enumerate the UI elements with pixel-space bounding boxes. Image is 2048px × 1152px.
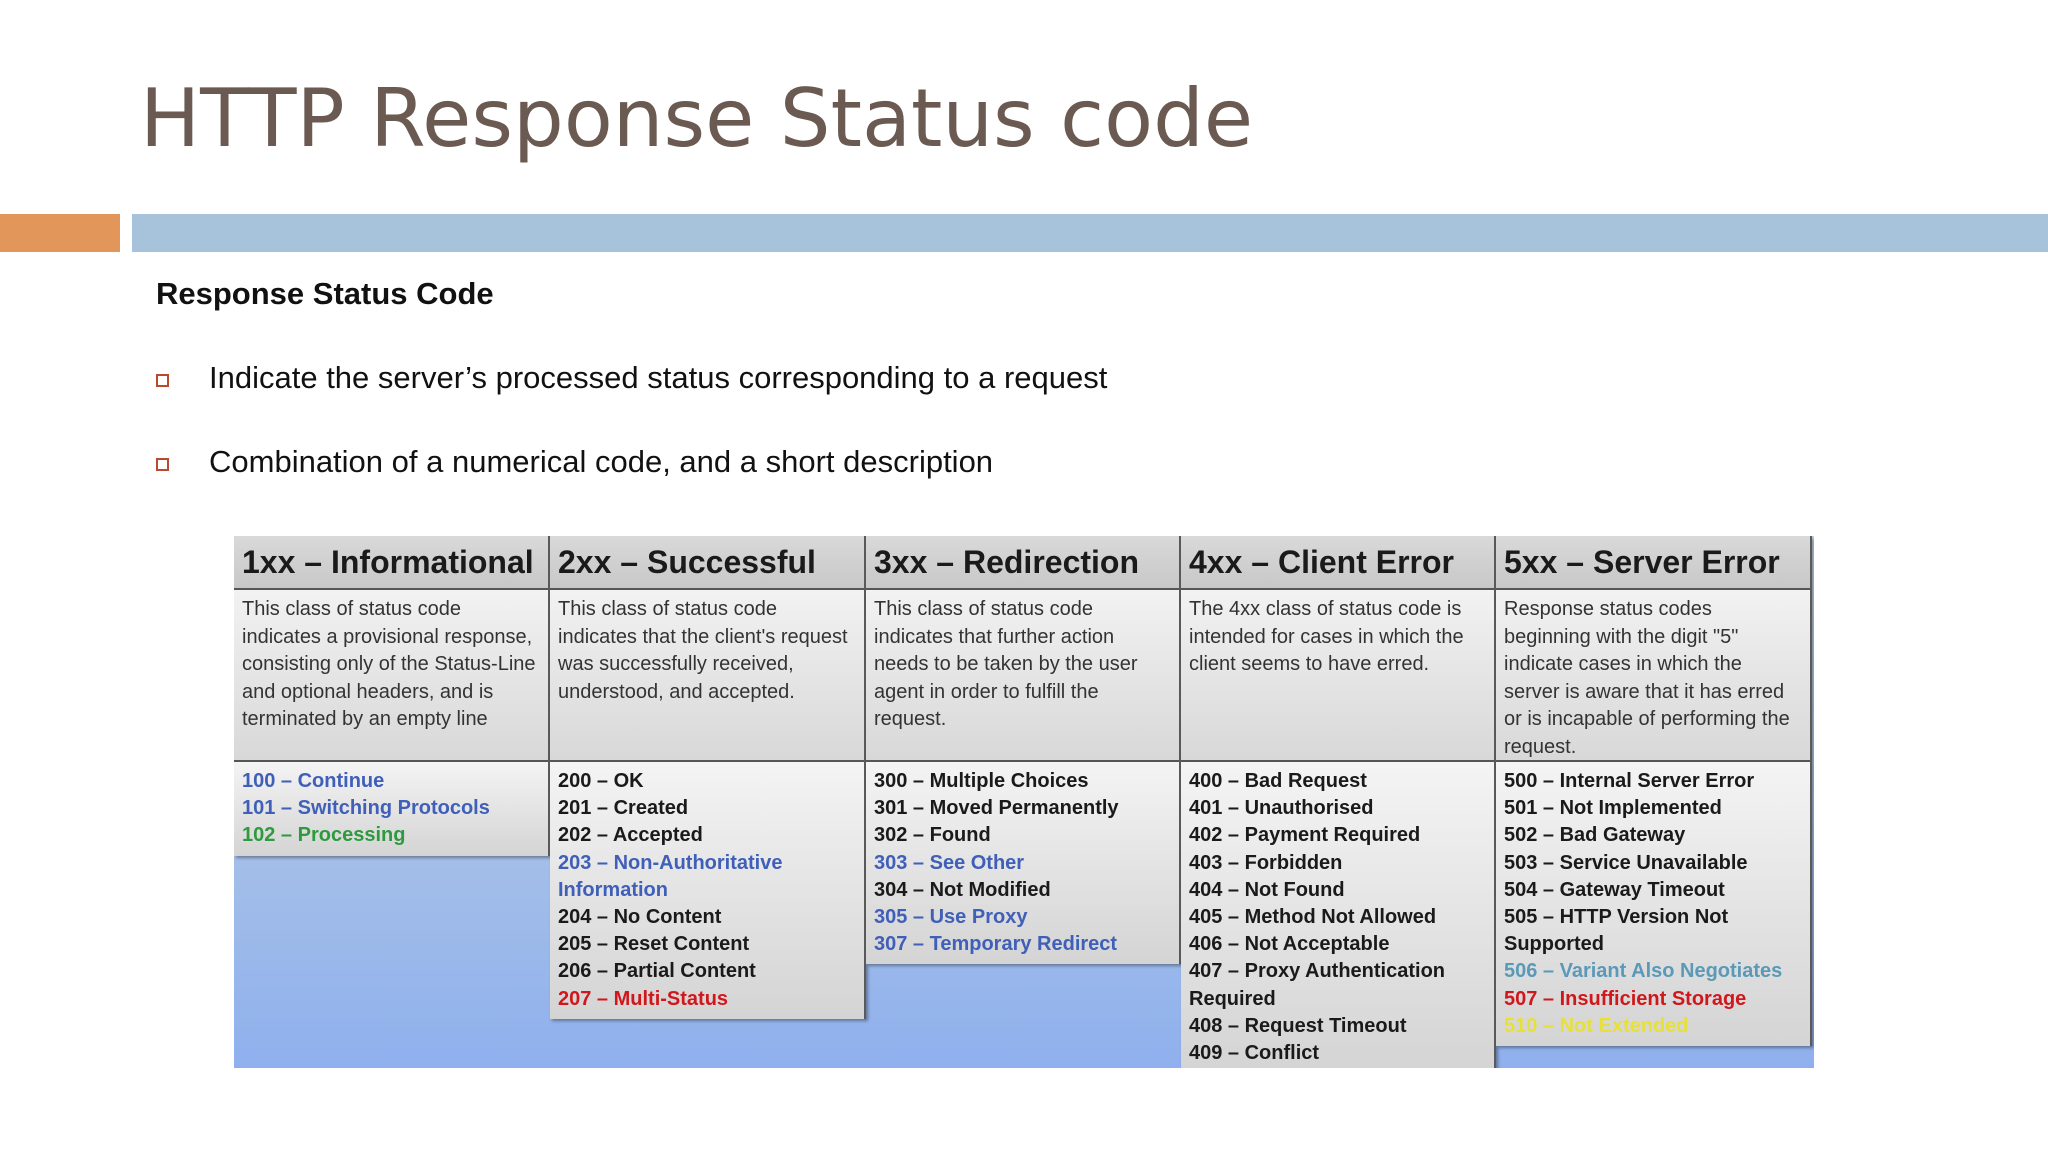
status-code-item: 100 – Continue	[242, 770, 385, 792]
status-code-item: 102 – Processing	[242, 824, 406, 847]
slide-title: HTTP Response Status code	[140, 72, 1254, 165]
status-code-item: 204 – No Content	[558, 906, 722, 929]
status-code-item: 408 – Request Timeout	[1189, 1014, 1407, 1037]
status-code-item: 304 – Not Modified	[874, 878, 1051, 901]
column-codes	[550, 762, 864, 1019]
column-3xx	[866, 536, 1181, 964]
column-header: 1xx – Informational	[234, 536, 548, 590]
column-codes	[1181, 762, 1494, 1068]
status-code-item: 506 – Variant Also Negotiates	[1504, 960, 1783, 983]
status-code-table	[234, 536, 1814, 1068]
column-header: 2xx – Successful	[550, 536, 864, 590]
status-code-item: 202 – Accepted	[558, 824, 703, 847]
status-code-item: 500 – Internal Server Error	[1504, 770, 1755, 792]
status-code-item: 406 – Not Acceptable	[1189, 933, 1390, 956]
status-code-item: 403 – Forbidden	[1189, 851, 1343, 874]
status-code-item: 206 – Partial Content	[558, 960, 756, 983]
column-4xx	[1181, 536, 1496, 1068]
accent-bar-blue	[132, 214, 2048, 252]
column-description: This class of status code indicates that further action needs to be taken by the user agent in order to fulfill the request.	[866, 590, 1179, 762]
column-codes	[866, 762, 1179, 964]
column-codes	[1496, 762, 1810, 1046]
status-code-item: 505 – HTTP Version Not Supported	[1504, 906, 1729, 956]
column-5xx	[1496, 536, 1812, 1046]
status-code-item: 301 – Moved Permanently	[874, 797, 1119, 820]
status-code-item: 401 – Unauthorised	[1189, 797, 1374, 820]
status-code-item: 407 – Proxy Authentication Required	[1189, 960, 1445, 1010]
status-code-item: 404 – Not Found	[1189, 878, 1345, 901]
column-description: This class of status code indicates that the client's request was successfully received, understood, and accepted.	[550, 590, 864, 762]
column-description: This class of status code indicates a provisional response, consisting only of the Status-Line and optional headers, and is terminated by an empty line	[234, 590, 548, 762]
status-code-item: 200 – OK	[558, 770, 644, 792]
status-code-item: 504 – Gateway Timeout	[1504, 878, 1725, 901]
status-code-item: 409 – Conflict	[1189, 1042, 1320, 1065]
bullet-item	[156, 360, 1107, 396]
status-code-item: 300 – Multiple Choices	[874, 770, 1089, 792]
status-code-item: 501 – Not Implemented	[1504, 797, 1722, 820]
accent-bar-orange	[0, 214, 120, 252]
column-codes	[234, 762, 548, 856]
status-code-item: 302 – Found	[874, 824, 991, 847]
status-code-item: 205 – Reset Content	[558, 933, 750, 956]
bullet-text: Combination of a numerical code, and a short description	[209, 444, 994, 479]
status-code-item: 203 – Non-Authoritative Information	[558, 851, 783, 901]
status-code-item: 502 – Bad Gateway	[1504, 824, 1686, 847]
bullet-item	[156, 444, 993, 480]
status-code-item: 503 – Service Unavailable	[1504, 851, 1748, 874]
status-code-item: 207 – Multi-Status	[558, 987, 729, 1010]
column-header: 3xx – Redirection	[866, 536, 1179, 590]
status-code-item: 303 – See Other	[874, 851, 1025, 874]
column-description: The 4xx class of status code is intended for cases in which the client seems to have erred.	[1181, 590, 1494, 762]
bullet-text: Indicate the server’s processed status corresponding to a request	[209, 360, 1108, 395]
column-description: Response status codes beginning with the digit "5" indicate cases in which the server is aware that it has erred or is incapable of performing the request.	[1496, 590, 1810, 762]
column-header: 5xx – Server Error	[1496, 536, 1810, 590]
column-2xx	[550, 536, 866, 1019]
section-subtitle: Response Status Code	[156, 276, 494, 311]
status-code-item: 201 – Created	[558, 797, 689, 820]
status-code-item: 507 – Insufficient Storage	[1504, 987, 1747, 1010]
status-code-item: 405 – Method Not Allowed	[1189, 906, 1437, 929]
status-code-item: 510 – Not Extended	[1504, 1014, 1689, 1037]
status-code-item: 305 – Use Proxy	[874, 906, 1028, 929]
status-code-item: 400 – Bad Request	[1189, 770, 1367, 792]
column-header: 4xx – Client Error	[1181, 536, 1494, 590]
status-code-item: 307 – Temporary Redirect	[874, 933, 1118, 956]
status-code-item: 101 – Switching Protocols	[242, 797, 490, 820]
square-bullet-icon	[156, 458, 169, 471]
status-code-item: 402 – Payment Required	[1189, 824, 1421, 847]
column-1xx	[234, 536, 550, 856]
square-bullet-icon	[156, 374, 169, 387]
